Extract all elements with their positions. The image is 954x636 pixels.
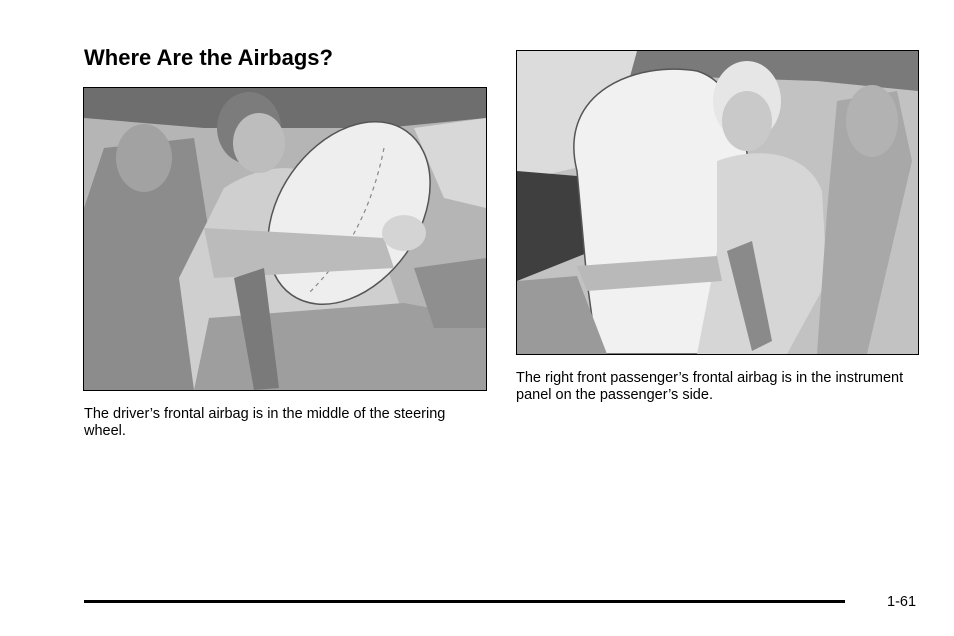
- page-heading: Where Are the Airbags?: [84, 45, 333, 70]
- passenger-airbag-caption: The right front passenger’s frontal airbag is in the instrument panel on the passenger’s side.: [516, 370, 904, 403]
- footer-rule: [84, 600, 845, 603]
- driver-airbag-caption: The driver’s frontal airbag is in the middle of the steering wheel.: [84, 406, 446, 439]
- page-number: 1-61: [887, 594, 917, 610]
- driver-airbag-illustration: [83, 87, 487, 391]
- passenger-airbag-illustration: [516, 50, 919, 355]
